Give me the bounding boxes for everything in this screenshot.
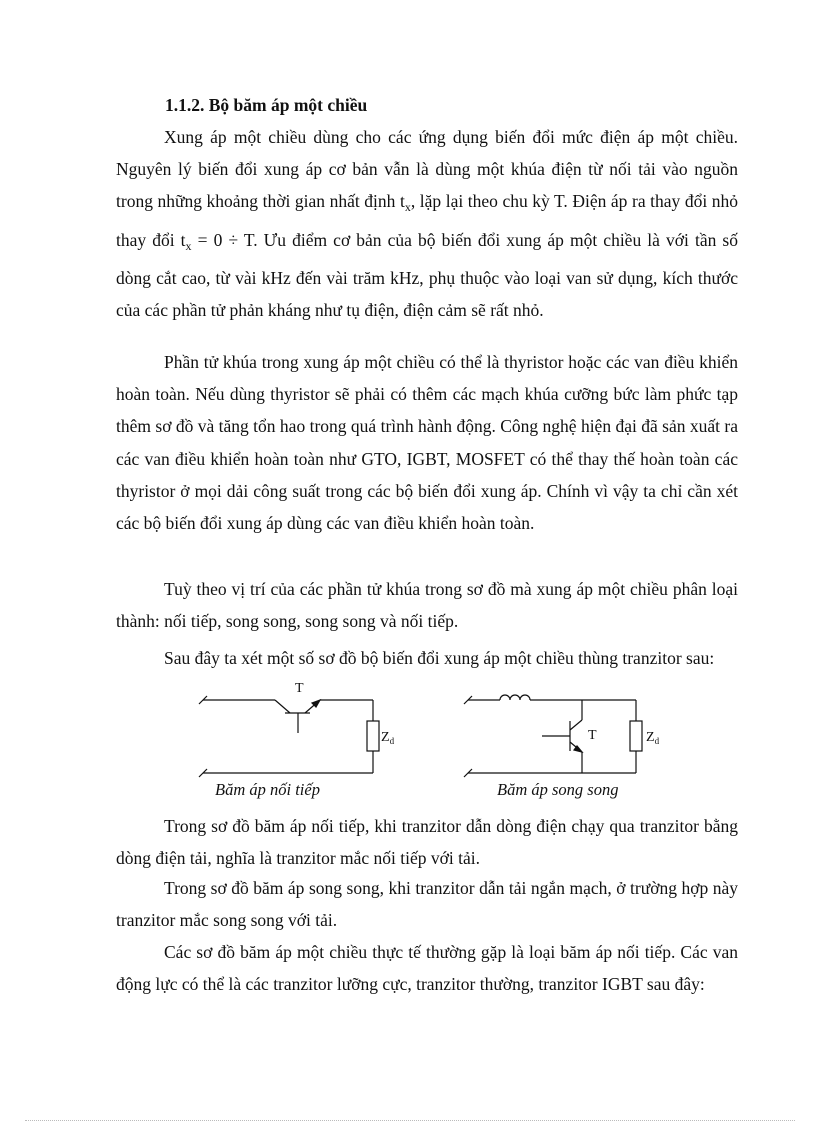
paragraph-5: Trong sơ đồ băm áp nối tiếp, khi tranzitor dẫn dòng điện chạy qua tranzitor bằng dòng điện tải, nghĩa là tranzitor mắc nối tiếp với tải. — [116, 816, 738, 869]
section-heading: 1.1.2. Bộ băm áp một chiều — [165, 95, 368, 115]
paragraph-2: Phần tử khúa trong xung áp một chiều có thể là thyristor hoặc các van điều khiển hoàn toàn. Nếu dùng thyristor sẽ phải có thêm các mạch khúa cưỡng bức làm phức tạp thêm sơ đồ và tăng tổn hao trong quá trình hành động. Công nghệ hiện đại đã sản xuất ra các van điều khiển hoàn toàn như GTO, IGBT, MOSFET có thể thay thế hoàn toàn các thyristor ở mọi dải công suất trong các bộ biến đổi xung áp. Chính vì vậy ta chỉ cần xét các bộ biến đổi xung áp dùng các van điều khiển hoàn toàn. — [116, 352, 738, 534]
parallel-diagram-caption: Băm áp song song — [497, 780, 619, 799]
series-diagram-caption: Băm áp nối tiếp — [215, 780, 320, 799]
paragraph-7: Các sơ đồ băm áp một chiều thực tế thường gặp là loại băm áp nối tiếp. Các van động lực có thể là các tranzitor lưỡng cực, tranzitor thường, tranzitor IGBT sau đây: — [116, 942, 738, 995]
page-bottom-divider — [25, 1120, 795, 1121]
series-load-label: $Z_d$ — [381, 730, 395, 746]
paragraph-1: Xung áp một chiều dùng cho các ứng dụng biến đổi mức điện áp một chiều. Nguyên lý biến đổi xung áp cơ bản vẫn là dùng một khúa điện từ nối tải vào nguồn trong những khoảng thời gian nhất định $t_x$, lặp lại theo chu kỳ T. Điện áp ra thay đổi nhỏ thay đổi $t_x = 0 \div T$. Ưu điểm cơ bản của bộ biến đổi xung áp một chiều là với tần số dòng cắt cao, từ vài kHz đến vài trăm kHz, phụ thuộc vào loại van sử dụng, kích thước của các phần tử phản kháng như tụ điện, điện cảm sẽ rất nhỏ. — [116, 127, 739, 321]
parallel-load-label: $Z_d$ — [646, 730, 660, 746]
paragraph-3: Tuỳ theo vị trí của các phần tử khúa trong sơ đồ mà xung áp một chiều phân loại thành: nối tiếp, song song, song song và nối tiếp. — [116, 579, 738, 632]
paragraph-4: Sau đây ta xét một số sơ đồ bộ biến đổi xung áp một chiều thùng tranzitor sau: — [164, 648, 715, 668]
paragraph-6: Trong sơ đồ băm áp song song, khi tranzitor dẫn tải ngắn mạch, ở trường hợp này tranzitor mắc song song với tải. — [116, 878, 738, 931]
parallel-transistor-label: T — [588, 728, 597, 743]
parallel-chopper-diagram — [460, 675, 670, 785]
series-chopper-diagram — [195, 675, 395, 785]
series-transistor-label: T — [295, 681, 304, 696]
